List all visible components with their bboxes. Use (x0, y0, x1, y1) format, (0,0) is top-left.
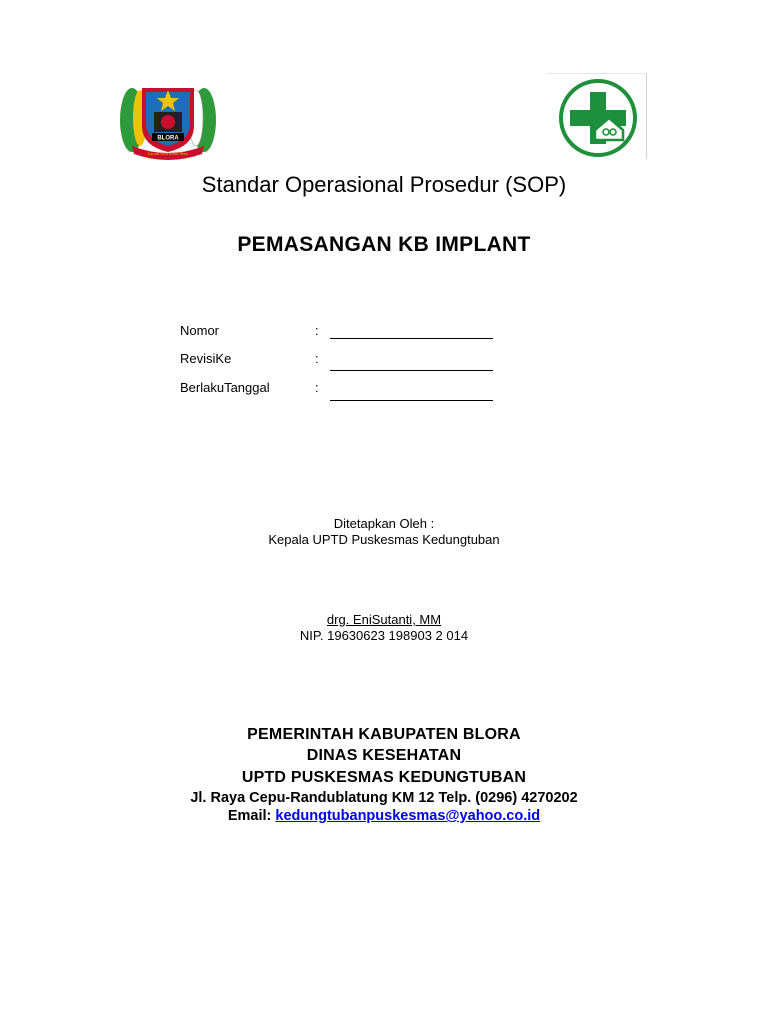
field-line-berlaku (330, 400, 493, 401)
crest-motto: Lacaut Seru Keria Nbus (147, 151, 189, 156)
field-label-nomor: Nomor (180, 323, 220, 338)
approval-line-1: Ditetapkan Oleh : (333, 516, 435, 531)
footer-department: DINAS KESEHATAN (306, 747, 462, 764)
email-label: Email: (227, 808, 272, 824)
field-line-nomor (330, 338, 493, 339)
field-colon: : (315, 380, 319, 395)
footer-government: PEMERINTAH KABUPATEN BLORA (247, 726, 521, 743)
green-cross-health-icon (553, 78, 643, 158)
field-line-revisi (330, 370, 493, 371)
field-colon: : (315, 351, 319, 366)
crest-label: BLORA (157, 135, 179, 142)
field-colon: : (315, 323, 319, 338)
footer-puskesmas: UPTD PUSKESMAS KEDUNGTUBAN (241, 769, 527, 786)
signatory-name: drg. EniSutanti, MM (326, 612, 442, 627)
sop-heading: Standar Operasional Prosedur (SOP) (201, 172, 567, 197)
footer-email-row (0, 808, 768, 824)
document-title: PEMASANGAN KB IMPLANT (237, 233, 531, 256)
footer-address: Jl. Raya Cepu-Randublatung KM 12 Telp. (0296) 4270202 (190, 790, 578, 806)
regency-crest-icon (118, 76, 218, 160)
approval-line-2: Kepala UPTD Puskesmas Kedungtuban (268, 532, 500, 547)
field-label-berlaku: BerlakuTanggal (180, 380, 270, 395)
email-link[interactable]: kedungtubanpuskesmas@yahoo.co.id (275, 808, 541, 824)
field-label-revisi: RevisiKe (180, 351, 232, 366)
signatory-nip: NIP. 19630623 198903 2 014 (299, 628, 469, 643)
